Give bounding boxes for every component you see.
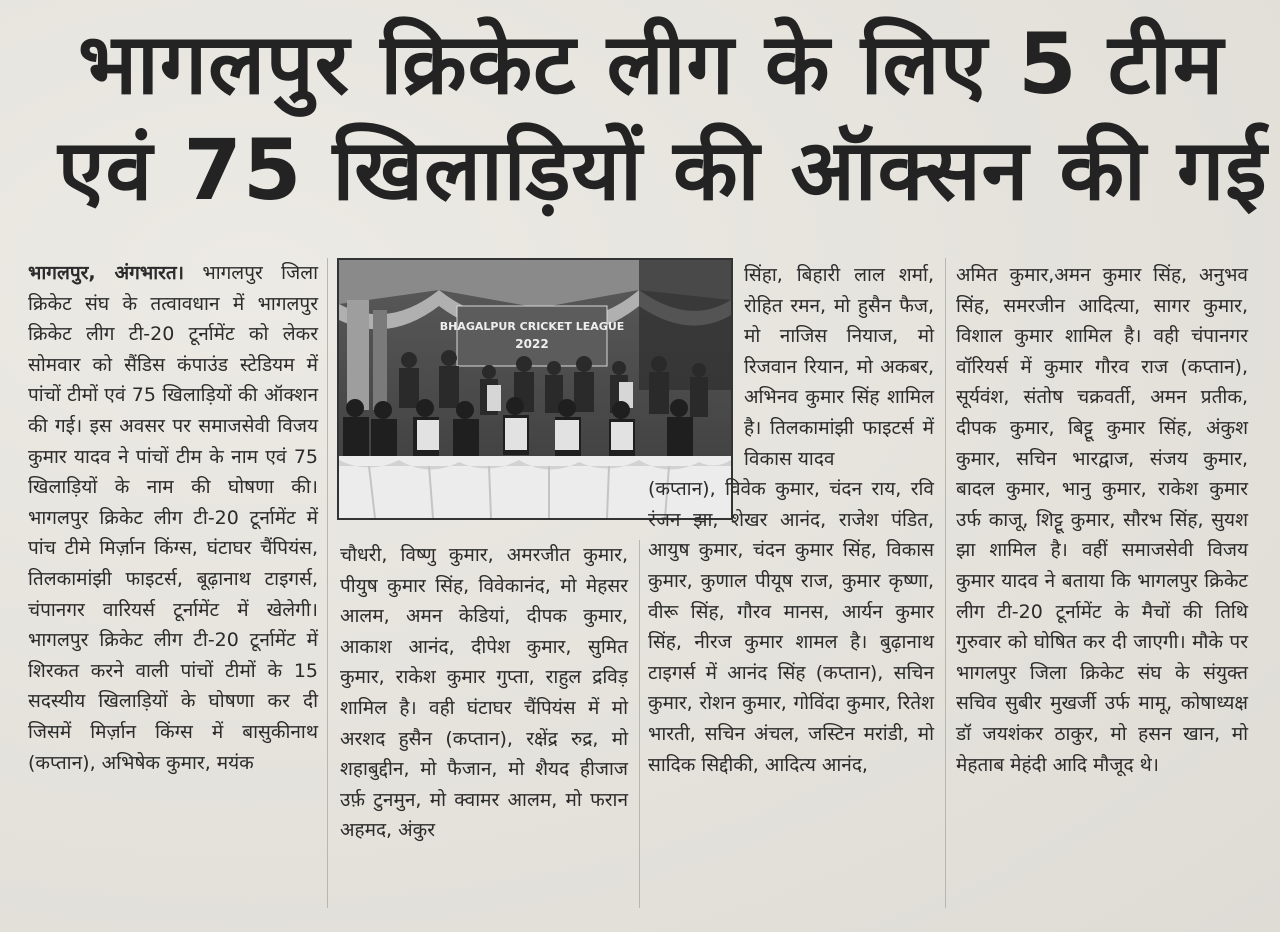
article-column-3 bbox=[648, 260, 934, 780]
banner-text: BHAGALPUR CRICKET LEAGUE bbox=[439, 320, 625, 333]
column-2-text: चौधरी, विष्णु कुमार, अमरजीत कुमार, पीयुष कुमार सिंह, विवेकानंद, मो मेहसर आलम, अमन केडियां, दीपक कुमार, आकाश आनंद, दीपेश कुमार, सुमित कुमार, राकेश कुमार गुप्ता, राहुल द्रविड़ शामिल है। वही घंटाघर चैंपियंस में मो अरशद हुसैन (कप्तान), रक्षेंद्र रुद्र, मो शहाबुद्दीन, मो फैजान, मो शैयद हीजाज उर्फ़ टुनमुन, मो क्वामर आलम, मो फरान अहमद, अंकुर bbox=[340, 544, 628, 842]
column-3-top-text: सिंहा, बिहारी लाल शर्मा, रोहित रमन, मो हुसैन फैज, मो नाजिस नियाज, मो रिजवान रियान, मो अकबर, अभिनव कुमार सिंह शामिल है। तिलकामांझी फाइटर्स में विकास यादव bbox=[744, 264, 934, 470]
article-column-4 bbox=[956, 260, 1248, 780]
banner-year: 2022 bbox=[515, 337, 549, 351]
column-1-text: भागलपुर जिला क्रिकेट संघ के तत्वावधान में भागलपुर क्रिकेट लीग टी-20 टूर्नामेंट को लेकर सोमवार को सैंडिस कंपाउंड स्टेडियम में पांचों टीमों एवं 75 खिलाड़ियों की ऑक्शन की गई। इस अवसर पर समाजसेवी विजय कुमार यादव ने पांचों टीम के नाम एवं 75 खिलाड़ियों के नाम की घोषणा की। भागलपुर क्रिकेट लीग टी-20 टूर्नामेंट में पांच टीमे मिर्ज़ान किंग्स, घंटाघर चैंपियंस, तिलकामांझी फाइटर्स, बूढ़ानाथ टाइगर्स, चंपानगर वारियर्स टूर्नामेंट में खेलेगी। भागलपुर क्रिकेट लीग टी-20 टूर्नामेंट में शिरकत करने वाली पांचों टीमों के 15 सदस्यीय खिलाड़ियों के घोषणा कर दी जिसमें मिर्ज़ान किंग्स में बासुकीनाथ (कप्तान), अभिषेक कुमार, मयंक bbox=[28, 262, 318, 774]
dateline: भागलपुर, अंगभारत। bbox=[28, 262, 184, 284]
column-rule bbox=[945, 258, 946, 908]
headline-line-1: भागलपुर क्रिकेट लीग के लिए 5 टीम bbox=[78, 15, 1225, 113]
article-column-1 bbox=[28, 258, 318, 778]
column-rule bbox=[639, 540, 640, 908]
article-column-2 bbox=[340, 540, 628, 846]
column-rule bbox=[327, 258, 328, 908]
headline-line-2: एवं 75 खिलाड़ियों की ऑक्सन की गई bbox=[58, 121, 1268, 219]
column-3-bottom-text: (कप्तान), विवेक कुमार, चंदन राय, रवि रंजन झा, शेखर आनंद, राजेश पंडित, आयुष कुमार, चंदन कुमार सिंह, विकास कुमार, कुणाल पीयूष राज, कुमार कृष्णा, वीरू सिंह, गौरव मानस, आर्यन कुमार सिंह, नीरज कुमार शामल है। बुढ़ानाथ टाइगर्स में आनंद सिंह (कप्तान), सचिन कुमार, रोशन कुमार, गोविंदा कुमार, रितेश भारती, सचिन अंचल, जस्टिन मरांडी, मो सादिक सिद्दीकी, आदित्य आनंद, bbox=[648, 478, 934, 776]
column-4-text: अमित कुमार,अमन कुमार सिंह, अनुभव सिंह, समरजीन आदित्या, सागर कुमार, विशाल कुमार शामिल है। वही चंपानगर वॉरियर्स में कुमार गौरव राज (कप्तान), सूर्यवंश, संतोष चक्रवर्ती, अमन प्रतीक, दीपक कुमार, बिट्टू कुमार सिंह, अंकुश कुमार, सचिन भारद्वाज, संजय कुमार, बादल कुमार, भानु कुमार, राकेश कुमार उर्फ काजू, शिट्टू कुमार, सौरभ सिंह, सुयश झा शामिल है। वहीं समाजसेवी विजय कुमार यादव ने बताया कि भागलपुर क्रिकेट लीग टी-20 टूर्नामेंट के मैचों की तिथि गुरुवार को घोषित कर दी जाएगी। मौके पर भागलपुर जिला क्रिकेट संघ के संयुक्त सचिव सुबीर मुखर्जी उर्फ मामू, कोषाध्यक्ष डॉ जयशंकर ठाकुर, मो हसन खान, मो मेहताब मेहंदी आदि मौजूद थे। bbox=[956, 264, 1248, 776]
